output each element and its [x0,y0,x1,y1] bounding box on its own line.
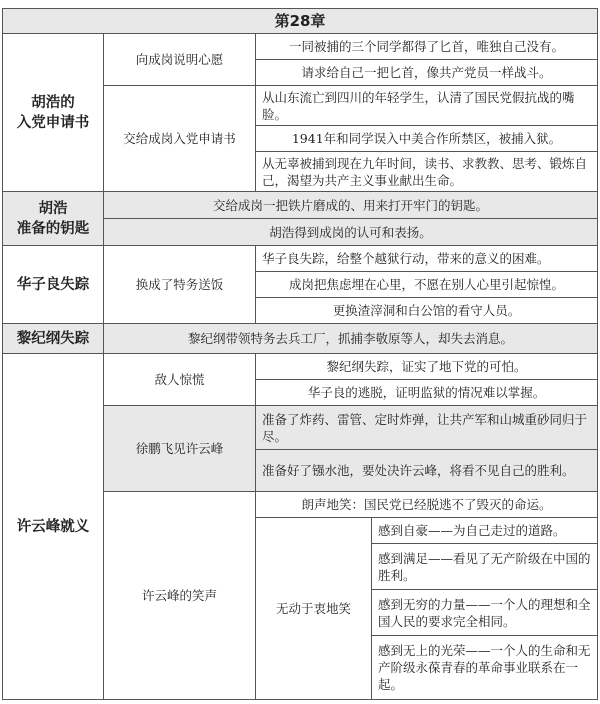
sub-label: 徐鹏飞见许云峰 [104,406,256,492]
detail-item: 朗声地笑：国民党已经脱逃不了毁灭的命运。 [256,492,598,518]
sub-label: 无动于衷地笑 [256,518,372,700]
detail-item: 感到无上的光荣——一个人的生命和无产阶级永葆青春的革命事业联系在一起。 [372,636,598,700]
detail-item: 胡浩得到成岗的认可和表扬。 [104,219,598,246]
detail-item: 准备好了镪水池，要处决许云峰，将看不见自己的胜利。 [256,450,598,492]
detail-item: 感到自豪——为自己走过的道路。 [372,518,598,544]
section-title-key [2,192,104,246]
sub-label: 换成了特务送饭 [104,246,256,324]
detail-item: 华子良的逃脱，证明监狱的情况难以掌握。 [256,380,598,406]
sub-label: 敌人惊慌 [104,354,256,406]
detail-item: 成岗把焦虑埋在心里，不愿在别人心里引起惊惶。 [256,272,598,298]
section-title-li: 黎纪纲失踪 [2,324,104,354]
detail-item: 更换渣滓洞和白公馆的看守人员。 [256,298,598,324]
section-title-xu: 许云峰就义 [2,354,104,700]
detail-item: 交给成岗一把铁片磨成的、用来打开牢门的钥匙。 [104,192,598,219]
section-title-line: 准备的钥匙 [16,220,90,237]
detail-item: 华子良失踪，给整个越狱行动，带来的意义的困难。 [256,246,598,272]
detail-item: 从山东流亡到四川的年轻学生，认清了国民党假抗战的嘴脸。 [256,86,598,126]
section-title-hua: 华子良失踪 [2,246,104,324]
detail-item: 一同被捕的三个同学都得了匕首，唯独自己没有。 [256,34,598,60]
detail-item: 1941年和同学误入中美合作所禁区，被捕入狱。 [256,126,598,152]
detail-item: 请求给自己一把匕首，像共产党员一样战斗。 [256,60,598,86]
sub-label: 向成岗说明心愿 [104,34,256,86]
detail-item: 准备了炸药、雷管、定时炸弹，让共产军和山城重砂同归于尽。 [256,406,598,450]
sub-label: 许云峰的笑声 [104,492,256,700]
section-title-line: 胡浩的 [31,94,75,111]
section-title-line: 胡浩 [38,200,68,217]
detail-item: 黎纪纲带领特务去兵工厂，抓捕李敬原等人，却失去消息。 [104,324,598,354]
detail-item: 感到无穷的力量——一个人的理想和全国人民的要求完全相同。 [372,590,598,636]
section-title-party-application [2,34,104,192]
detail-item: 感到满足——看见了无产阶级在中国的胜利。 [372,544,598,590]
chapter-title: 第28章 [2,8,598,34]
section-title-line: 入党申请书 [16,114,90,131]
sub-label: 交给成岗入党申请书 [104,86,256,192]
detail-item: 黎纪纲失踪，证实了地下党的可怕。 [256,354,598,380]
detail-item: 从无辜被捕到现在九年时间，读书、求教教、思考、锻炼自己，渴望为共产主义事业献出生命。 [256,152,598,192]
